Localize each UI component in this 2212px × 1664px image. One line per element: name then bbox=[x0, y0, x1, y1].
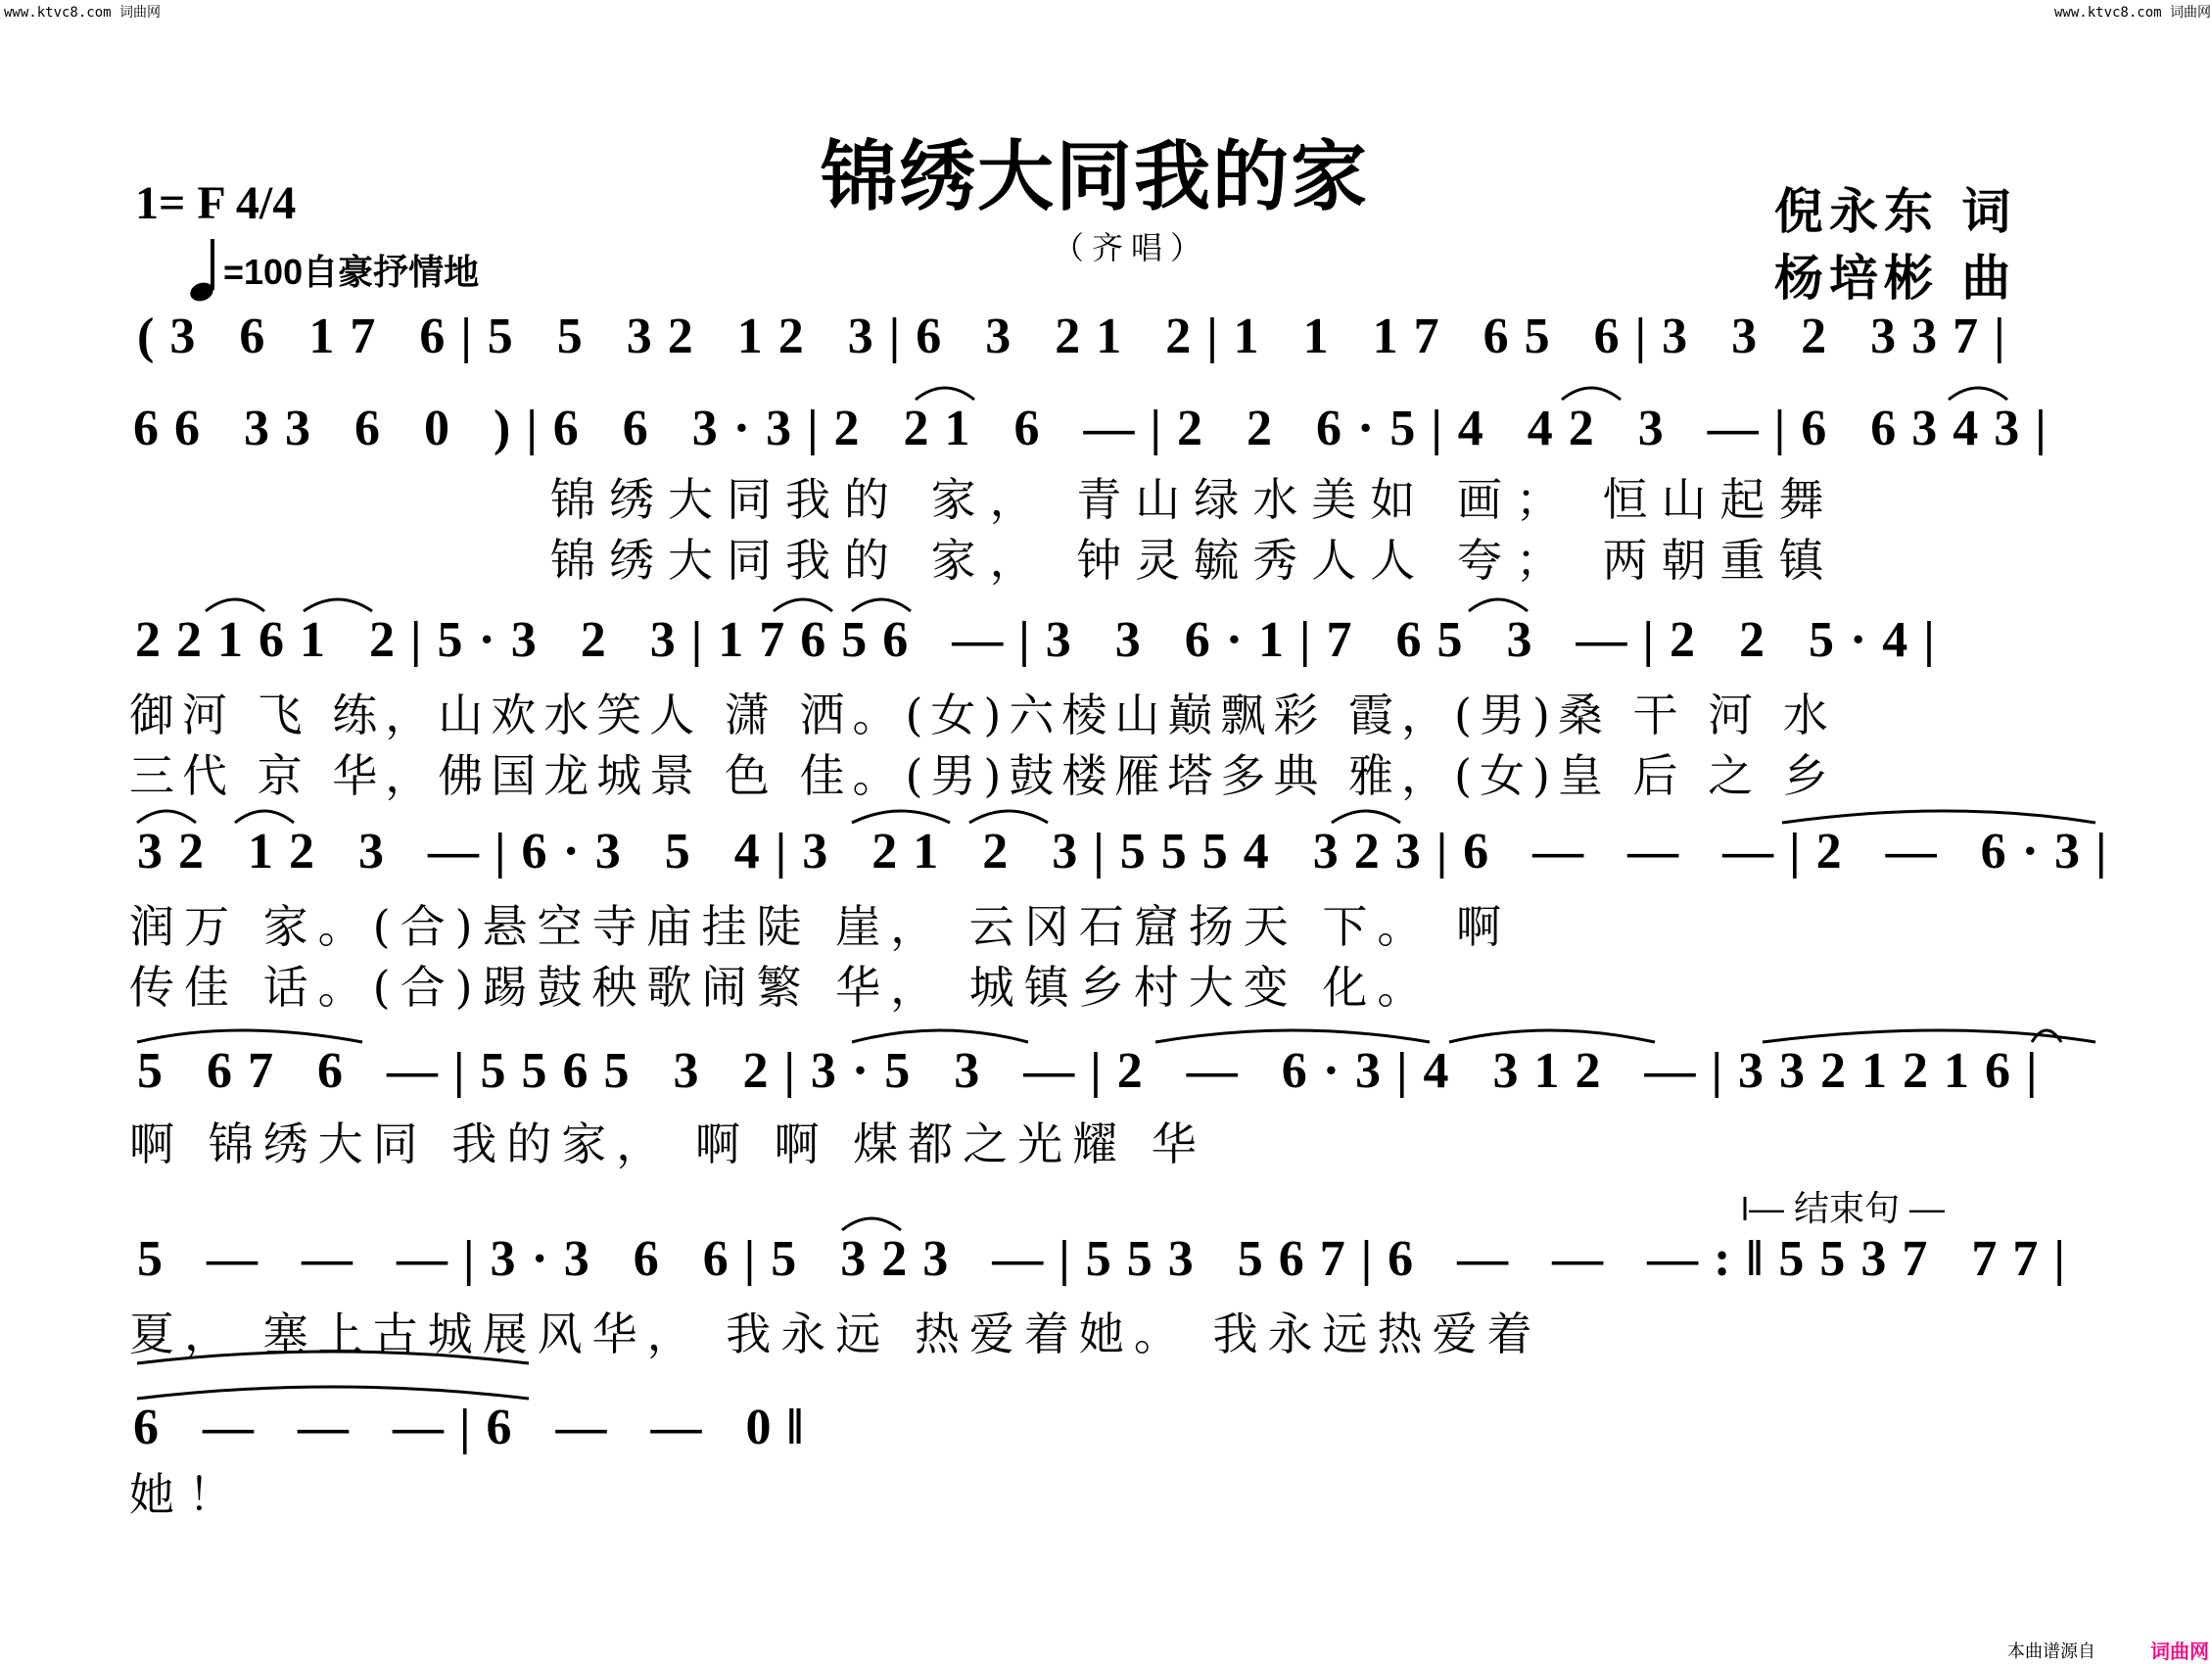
slur bbox=[1332, 811, 1400, 823]
score-line-1-notes: (3 6 17 6|5 5 32 12 3|6 3 21 2|1 1 17 65 6|3 3 2 337| bbox=[137, 309, 2021, 364]
composer-credit: 杨培彬 曲 bbox=[1774, 249, 2017, 307]
site-url-left[interactable]: www.ktvc8.com 词曲网 bbox=[4, 5, 162, 21]
slur bbox=[1562, 388, 1621, 400]
slur bbox=[2032, 1030, 2061, 1042]
slur bbox=[842, 1218, 901, 1230]
slur bbox=[1155, 1030, 1430, 1042]
key-signature: 1= F 4/4 bbox=[135, 177, 297, 229]
score-line-3-lyric-2: 三代 京 华，佛国龙城景 色 佳。(男)鼓楼雁塔多典 雅，(女)皇 后 之 乡 bbox=[129, 749, 1836, 802]
tempo-marking: =100自豪抒情地 bbox=[223, 252, 480, 292]
slur bbox=[774, 599, 832, 611]
slur bbox=[852, 1030, 1028, 1042]
score-line-2-lyric-1: 锦绣大同我的 家， 青山绿水美如 画； 恒山起舞 bbox=[550, 473, 1838, 526]
slur bbox=[235, 811, 294, 823]
slur bbox=[969, 811, 1048, 823]
score-line-4-lyric-2: 传佳 话。(合)踢鼓秧歌闹繁 华， 城镇乡村大变 化。 bbox=[129, 961, 1433, 1014]
footer-source: 本曲谱源自 bbox=[2007, 1641, 2095, 1661]
slur bbox=[304, 599, 372, 611]
score-line-4-notes: 32 12 3 —|6·3 5 4|3 21 2 3|5554 323|6 — — —|2 — 6·3| bbox=[137, 824, 2123, 880]
slur bbox=[916, 388, 974, 400]
slur bbox=[206, 599, 264, 611]
slur bbox=[1449, 1030, 1655, 1042]
slur bbox=[137, 1030, 362, 1042]
slur bbox=[137, 1387, 529, 1399]
score-line-5-notes: 5 67 6 —|5565 3 2|3·5 3 —|2 — 6·3|4 312 —|3321216| bbox=[137, 1043, 2053, 1099]
score-line-7-lyric-1: 她！ bbox=[129, 1468, 247, 1521]
quarter-note-icon bbox=[186, 235, 219, 304]
slur bbox=[1469, 599, 1528, 611]
slur bbox=[1782, 811, 2095, 823]
site-url-right[interactable]: www.ktvc8.com 词曲网 bbox=[2054, 5, 2212, 21]
score-line-7-notes: 6 — — —|6 — — 0‖ bbox=[133, 1400, 820, 1455]
ending-label: — 结束句 — bbox=[1749, 1188, 1946, 1228]
score-line-4-lyric-1: 润万 家。(合)悬空寺庙挂陡 崖， 云冈石窟扬天 下。 啊 bbox=[129, 900, 1512, 953]
song-subtitle: （齐唱） bbox=[1053, 229, 1210, 266]
score-line-5-lyric-1: 啊 锦绣大同 我的家， 啊 啊 煤都之光耀 华 bbox=[129, 1117, 1206, 1170]
score-line-3-lyric-1: 御河 飞 练，山欢水笑人 潇 洒。(女)六棱山巅飘彩 霞，(男)桑 干 河 水 bbox=[129, 689, 1836, 741]
score-line-2-notes: 66 33 6 0 )|6 6 3·3|2 21 6 —|2 2 6·5|4 42 3 —|6 6343| bbox=[133, 401, 2062, 456]
slur bbox=[1763, 1030, 2095, 1042]
score-line-2-lyric-2: 锦绣大同我的 家， 钟灵毓秀人人 夸； 两朝重镇 bbox=[550, 534, 1838, 587]
score-line-6-notes: 5 — — —|3·3 6 6|5 323 —|553 567|6 — — —:‖5537 77| bbox=[137, 1231, 2081, 1287]
slur bbox=[1949, 388, 2007, 400]
lyricist-credit: 倪永东 词 bbox=[1774, 182, 2017, 240]
song-title: 锦绣大同我的家 bbox=[821, 132, 1370, 221]
score-line-3-notes: 22161 2|5·3 2 3|17656 —|3 3 6·1|7 65 3 —|2 2 5·4| bbox=[135, 612, 1951, 668]
slur bbox=[137, 811, 196, 823]
slur bbox=[852, 811, 950, 823]
slur bbox=[852, 599, 911, 611]
score-line-6-lyric-1: 夏， 塞上古城展风华， 我永远 热爱着她。 我永远热爱着 bbox=[129, 1307, 1542, 1360]
footer-brand-logo[interactable]: 词曲网 bbox=[2150, 1641, 2209, 1663]
